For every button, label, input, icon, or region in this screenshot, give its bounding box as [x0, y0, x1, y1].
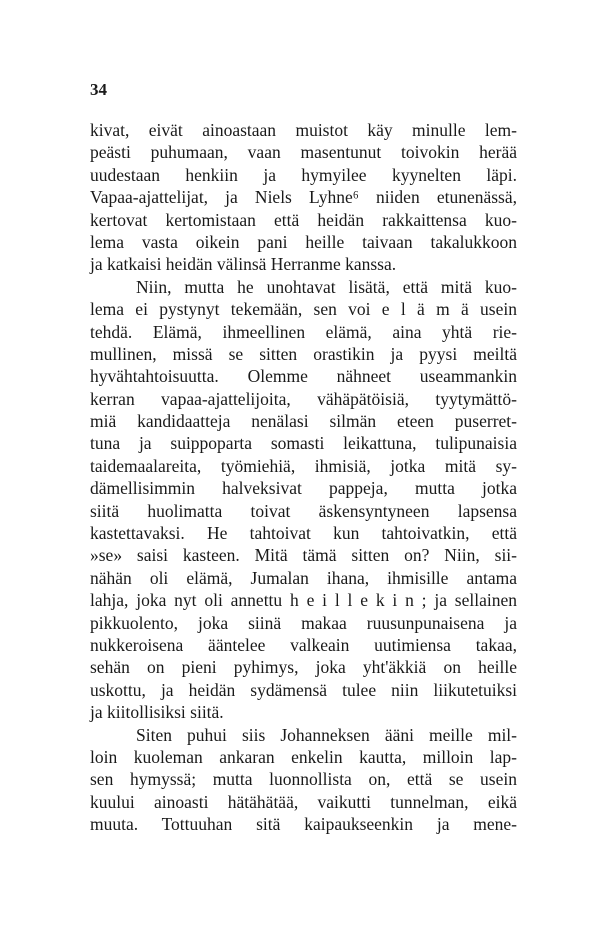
text-line: peästi puhumaan, vaan masentunut toivokin herää	[90, 142, 517, 163]
text-line: miä kandidaatteja nenälasi silmän eteen puserret-	[90, 411, 517, 432]
text-line: siitä huolimatta toivat äskensyntyneen lapsensa	[90, 500, 517, 521]
text-line: uskottu, ja heidän sydämensä tulee niin liikutetuiksi	[90, 679, 517, 700]
text-line: sen hymyssä; mutta luonnollista on, että se usein	[90, 769, 517, 790]
text-line: nukkeroisena ääntelee valkeain uutimiensa takaa,	[90, 634, 517, 655]
text-line: Vapaa-ajattelijat, ja Niels Lyhne⁶ niiden etunenässä,	[90, 187, 517, 208]
text-line: kivat, eivät ainoastaan muistot käy minulle lem-	[90, 120, 517, 140]
body-text	[90, 119, 517, 836]
text-line: ja katkaisi heidän välinsä Herranme kanssa.	[90, 254, 397, 275]
text-line: Niin, mutta he unohtavat lisätä, että mitä kuo-	[136, 276, 517, 297]
text-line: tuna ja suippoparta somasti leikattuna, tulipunaisia	[90, 433, 517, 454]
page-number: 34	[90, 80, 107, 99]
text-line: kastettavaksi. He tahtoivat kun tahtoivatkin, että	[90, 523, 517, 544]
paragraph	[90, 119, 517, 276]
text-line: kerran vapaa-ajattelijoita, vähäpätöisiä, tyytymättö-	[90, 388, 517, 409]
text-line: kuului ainoasti hätähätää, vaikutti tunnelman, eikä	[90, 791, 517, 812]
paragraph	[90, 724, 517, 836]
text-line: pikkuolento, joka siinä makaa ruusunpunaisena ja	[90, 612, 517, 633]
text-line: muuta. Tottuuhan sitä kaipaukseenkin ja mene-	[90, 814, 517, 835]
text-line: kertovat kertomistaan että heidän rakkaittensa kuo-	[90, 209, 517, 230]
text-line: dämellisimmin halveksivat pappeja, mutta jotka	[90, 478, 517, 499]
text-line: taidemaalareita, työmiehiä, ihmisiä, jotka mitä sy-	[90, 455, 517, 476]
text-line: loin kuoleman ankaran enkelin kautta, milloin lap-	[90, 746, 517, 767]
text-line: lema ei pystynyt tekemään, sen voi e l ä m ä usein	[90, 299, 517, 320]
text-line: mullinen, missä se sitten orastikin ja pyysi meiltä	[90, 343, 517, 364]
text-line: hyvähtahtoisuutta. Olemme nähneet useammankin	[90, 366, 517, 387]
text-line: sehän on pieni pyhimys, joka yht'äkkiä on heille	[90, 657, 517, 678]
text-line: nähän oli elämä, Jumalan ihana, ihmisille antama	[90, 567, 517, 588]
text-line: tehdä. Elämä, ihmeellinen elämä, aina yhtä rie-	[90, 321, 517, 342]
text-line: uudestaan henkiin ja hymyilee kyynelten läpi.	[90, 164, 517, 185]
paragraph	[90, 276, 517, 724]
text-line: ja kiitollisiksi siitä.	[90, 702, 224, 723]
text-line: lahja, joka nyt oli annettu h e i l l e k i n ; ja sellainen	[90, 590, 517, 611]
text-line: »se» saisi kasteen. Mitä tämä sitten on? Niin, sii-	[90, 545, 517, 566]
text-line: lema vasta oikein pani heille taivaan takalukkoon	[90, 231, 517, 252]
text-line: Siten puhui siis Johanneksen ääni meille mil-	[136, 724, 517, 745]
